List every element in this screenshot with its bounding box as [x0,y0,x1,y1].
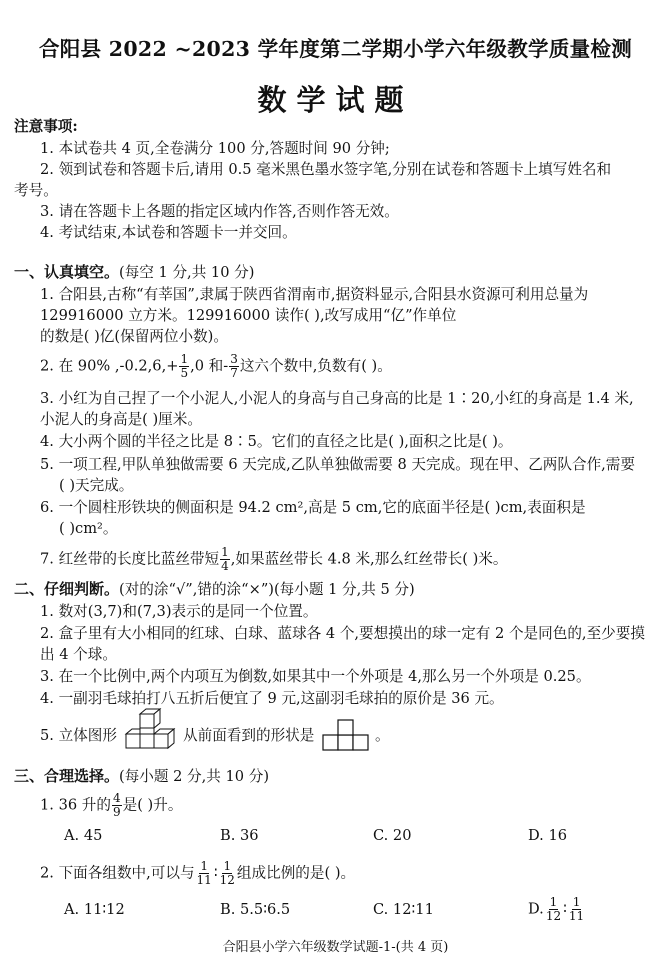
exam-header-title: 合阳县 2022 ~2023 学年度第二学期小学六年级教学质量检测 [38,37,633,61]
s1-q1-line: 129916000 立方米。129916000 读作( ),改写成用“亿”作单位 [40,307,457,324]
s1-q6-line: ( )cm²。 [59,520,118,537]
text-span: 组成比例的是( )。 [236,864,356,882]
s2-q1: 1. 数对(3,7)和(7,3)表示的是同一个位置。 [40,603,318,620]
text-span: ∶ [213,864,218,882]
notes-heading: 注意事项: [14,118,78,135]
text-span: ,如果蓝丝带长 4.8 米,那么红丝带长( )米。 [230,550,508,568]
s3-q1-option-d: D. 16 [528,827,568,844]
notes-item: 3. 请在答题卡上各题的指定区域内作答,否则作答无效。 [40,203,399,220]
fraction [229,353,239,380]
fraction [219,860,236,887]
text-span: 3 [230,352,238,366]
s1-q5-line: 5. 一项工程,甲队单独做需要 6 天完成,乙队单独做需要 8 天完成。现在甲、乙两队合作,需要 [40,456,635,473]
fraction [196,860,213,887]
text-span: 7. 红丝带的长度比蓝丝带短 [40,550,220,568]
text-span: 1 [223,859,232,873]
s1-q6-line: 6. 一个圆柱形铁块的侧面积是 94.2 cm²,高是 5 cm,它的底面半径是( )cm,表面积是 [40,499,586,516]
text-span: 11 [568,909,585,923]
s3-q1-option-a: A. 45 [64,827,103,844]
s3-q2-option-d: D. $\frac{1}{12}$ ∶ $\frac{1}{11}$ [528,895,585,923]
text-span: 2. 下面各组数中,可以与 [40,864,195,882]
s1-q3-line: 小泥人的身高是( )厘米。 [40,411,202,428]
s1-q5-line: ( )天完成。 [59,477,134,494]
s3-q1 [40,792,182,819]
s1-q7 [40,546,507,573]
s3-q2-option-a: A. 11∶12 [64,901,125,918]
text-span: 1 [180,352,189,366]
section3-heading [14,766,269,787]
text-span: 1 [221,545,229,559]
text-span: 1. 36 升的 [40,796,111,814]
text-span: 1 [200,859,208,873]
notes-item: 1. 本试卷共 4 页,全卷满分 100 分,答题时间 90 分钟; [40,140,390,157]
text-span: 1 [549,895,558,909]
s2-q5-period: 。 [375,727,390,744]
text-span: 二、仔细判断。 [14,580,120,598]
fraction [545,896,562,923]
page-footer: 合阳县小学六年级数学试题-1-(共 4 页) [222,940,449,955]
text-span: 9 [112,805,121,819]
text-span: 7 [230,366,238,380]
s3-q1-option-b: B. 36 [220,827,259,844]
s3-q2-option-c: C. 12∶11 [373,901,434,918]
s2-q5-text: 从前面看到的形状是 [183,727,315,744]
notes-item: 4. 考试结束,本试卷和答题卡一并交回。 [40,224,297,241]
text-span: 5 [180,366,189,380]
s3-q2 [40,860,355,887]
fraction [112,792,122,819]
s1-q1-line: 1. 合阳县,古称“有莘国”,隶属于陕西省渭南市,据资料显示,合阳县水资源可利用总量为 [40,286,589,303]
text-span: 4 [221,559,229,573]
text-span: 这六个数中,负数有( )。 [239,357,392,375]
section2-score-note: (对的涂“√”,错的涂“×”)(每小题 1 分,共 5 分) [119,581,415,598]
fraction [220,546,230,573]
text-span: 1 [572,895,581,909]
text-span: 12 [219,873,235,887]
text-span: 三、合理选择。 [14,767,120,785]
s3-q1-option-c: C. 20 [373,827,412,844]
front-view-shape [322,718,370,752]
notes-item: 2. 领到试卷和答题卡后,请用 0.5 毫米黑色墨水签字笔,分别在试卷和答题卡上填写姓名和 [40,161,612,178]
section2-heading [14,579,415,600]
s2-q5-label: 5. 立体图形 [40,727,117,744]
s2-q2-line: 2. 盒子里有大小相同的红球、白球、蓝球各 4 个,要想摸出的球一定有 2 个是同色的,至少要摸 [40,625,645,642]
text-span: ,0 和- [190,357,229,375]
s1-q3-line: 3. 小红为自己捏了一个小泥人,小泥人的身高与自己身高的比是 1∶20,小红的身高是 1.4 米, [40,390,634,407]
text-span: 11 [196,873,212,887]
exam-subject-title: 数学试题 [257,83,414,117]
section1-heading [14,262,254,283]
solid-figure-cubes [118,708,182,754]
section1-score-note: (每空 1 分,共 10 分) [119,264,255,281]
s1-q1-line: 的数是( )亿(保留两位小数)。 [40,328,228,345]
s1-q2 [40,353,392,380]
s3-q2-option-b: B. 5.5∶6.5 [220,901,291,918]
fraction [179,353,189,380]
text-span: D. [528,900,544,918]
text-span: 是( )升。 [122,796,183,814]
text-span: 12 [545,909,562,923]
fraction [568,896,585,923]
s2-q3: 3. 在一个比例中,两个内项互为倒数,如果其中一个外项是 4,那么另一个外项是 0.25。 [40,668,591,685]
notes-item: 考号。 [14,182,58,199]
text-span: 4 [112,791,121,805]
s1-q4: 4. 大小两个圆的半径之比是 8∶5。它们的直径之比是( ),面积之比是( )。 [40,433,513,450]
s2-q2-line: 出 4 个球。 [40,646,117,663]
text-span: 2. 在 90% ,-0.2,6,+ [40,357,179,375]
text-span: 一、认真填空。 [14,263,120,281]
s2-q4: 4. 一副羽毛球拍打八五折后便宜了 9 元,这副羽毛球拍的原价是 36 元。 [40,690,504,707]
section3-score-note: (每小题 2 分,共 10 分) [119,768,270,785]
